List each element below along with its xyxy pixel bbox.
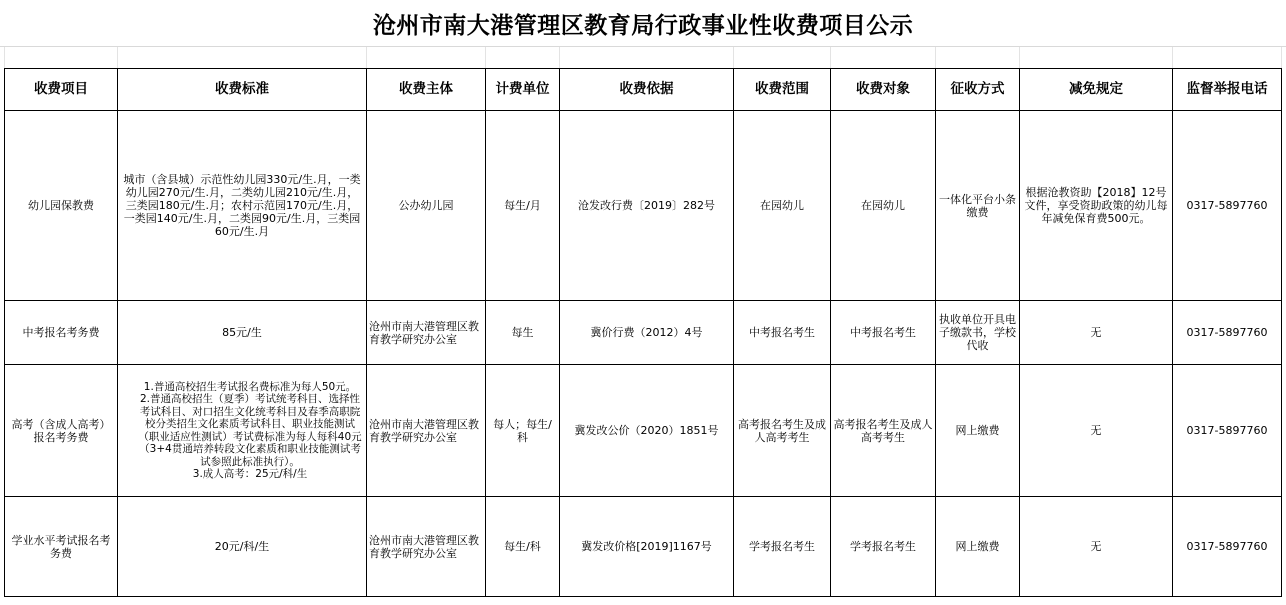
cell-item: 中考报名考务费 [5, 301, 118, 365]
cell-target: 中考报名考生 [831, 301, 936, 365]
cell-standard [118, 365, 367, 497]
table-row [5, 365, 1282, 497]
cell-standard: 20元/科/生 [118, 497, 367, 597]
cell-method: 网上缴费 [936, 497, 1020, 597]
cell-target: 学考报名考生 [831, 497, 936, 597]
cell-exemption: 无 [1020, 497, 1173, 597]
cell-body: 沧州市南大港管理区教育教学研究办公室 [367, 301, 486, 365]
header-method: 征收方式 [936, 69, 1020, 111]
cell-exemption: 根据沧教资助【2018】12号文件，享受资助政策的幼儿每年减免保育费500元。 [1020, 111, 1173, 301]
cell-item: 学业水平考试报名考务费 [5, 497, 118, 597]
header-scope: 收费范围 [734, 69, 831, 111]
header-unit: 计费单位 [486, 69, 560, 111]
header-item: 收费项目 [5, 69, 118, 111]
cell-scope: 高考报名考生及成人高考考生 [734, 365, 831, 497]
cell-phone: 0317-5897760 [1173, 111, 1282, 301]
empty-grid-row [0, 46, 1286, 69]
cell-basis: 冀发改价格[2019]1167号 [560, 497, 734, 597]
standard-line: 1.普通高校招生考试报名费标准为每人50元。 [143, 380, 357, 393]
cell-item: 幼儿园保教费 [5, 111, 118, 301]
cell-method: 网上缴费 [936, 365, 1020, 497]
table-row [5, 497, 1282, 597]
cell-target: 在园幼儿 [831, 111, 936, 301]
standard-line: 2.普通高校招生（夏季）考试统考科目、选择性考试科目、对口招生文化统考科目及春季高职院校分类招生文化素质考试科目、职业技能测试（职业适应性测试）考试费标准为每人每科40元（3+4贯通培养转段文化素质和职业技能测试考试参照此标准执行）。 [138, 393, 362, 468]
cell-scope: 中考报名考生 [734, 301, 831, 365]
cell-standard: 城市（含县城）示范性幼儿园330元/生.月，一类幼儿园270元/生.月，二类幼儿园210元/生.月，三类园180元/生.月；农村示范园170元/生.月，一类园140元/生.月，二类园90元/生.月，三类园60元/生.月 [118, 111, 367, 301]
header-basis: 收费依据 [560, 69, 734, 111]
cell-method: 执收单位开具电子缴款书，学校代收 [936, 301, 1020, 365]
table-row [5, 111, 1282, 301]
cell-body: 公办幼儿园 [367, 111, 486, 301]
standard-line: 3.成人高考：25元/科/生 [192, 468, 308, 480]
header-target: 收费对象 [831, 69, 936, 111]
page-title: 沧州市南大港管理区教育局行政事业性收费项目公示 [372, 12, 914, 39]
cell-basis: 沧发改行费〔2019〕282号 [560, 111, 734, 301]
header-exemption: 减免规定 [1020, 69, 1173, 111]
cell-body: 沧州市南大港管理区教育教学研究办公室 [367, 497, 486, 597]
cell-exemption: 无 [1020, 301, 1173, 365]
table-row [5, 301, 1282, 365]
header-standard: 收费标准 [118, 69, 367, 111]
cell-phone: 0317-5897760 [1173, 365, 1282, 497]
cell-basis: 冀发改公价（2020）1851号 [560, 365, 734, 497]
cell-scope: 学考报名考生 [734, 497, 831, 597]
cell-phone: 0317-5897760 [1173, 301, 1282, 365]
fee-table [4, 68, 1282, 597]
cell-exemption: 无 [1020, 365, 1173, 497]
cell-body: 沧州市南大港管理区教育教学研究办公室 [367, 365, 486, 497]
cell-basis: 冀价行费（2012）4号 [560, 301, 734, 365]
header-body: 收费主体 [367, 69, 486, 111]
cell-phone: 0317-5897760 [1173, 497, 1282, 597]
cell-standard: 85元/生 [118, 301, 367, 365]
header-phone: 监督举报电话 [1173, 69, 1282, 111]
cell-method: 一体化平台小条缴费 [936, 111, 1020, 301]
cell-scope: 在园幼儿 [734, 111, 831, 301]
header-row [5, 69, 1282, 111]
cell-unit: 每生 [486, 301, 560, 365]
cell-unit: 每生/月 [486, 111, 560, 301]
cell-unit: 每生/科 [486, 497, 560, 597]
cell-unit: 每人；每生/科 [486, 365, 560, 497]
cell-target: 高考报名考生及成人高考考生 [831, 365, 936, 497]
cell-item: 高考（含成人高考）报名考务费 [5, 365, 118, 497]
